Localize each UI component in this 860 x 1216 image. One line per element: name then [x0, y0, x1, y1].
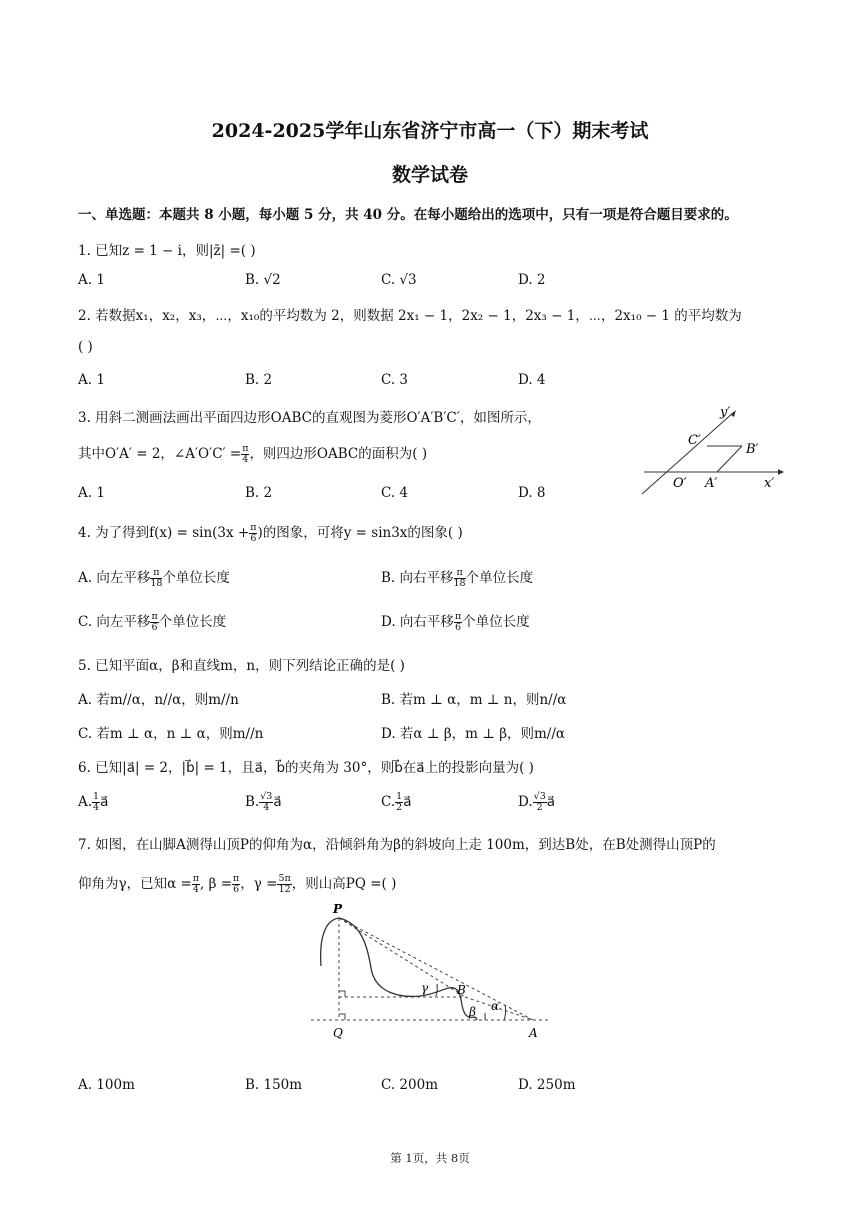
q3-option-a: A. 1: [78, 485, 105, 501]
label-a: A: [529, 1026, 538, 1040]
q5-option-d: D. 若α ⊥ β，m ⊥ β，则m//α: [381, 726, 566, 742]
section-heading: 一、单选题：本题共 8 小题，每小题 5 分，共 40 分。在每小题给出的选项中，只有一项是符合题目要求的。: [78, 207, 738, 223]
q2-option-d: D. 4: [518, 372, 546, 388]
q6-stem: 6. 已知|a⃗| = 2，|b⃗| = 1，且a⃗，b⃗的夹角为 30°，则b⃗在a⃗上的投影向量为( ): [78, 760, 534, 776]
fraction: $\frac{\pi}{4}$: [242, 443, 249, 465]
label-beta: β: [469, 1005, 476, 1019]
q4-option-b: B. 向右平移 $\frac{\pi}{18}$ 个单位长度: [381, 567, 534, 589]
q6-option-c: C. $\frac{1}{2}$ a⃗: [381, 791, 412, 813]
q7-stem-cont: 仰角为γ，已知α = $\frac{\pi}{4}$ , β = $\frac{\pi}{6}$ ，γ = $\frac{5\pi}{12}$ ，则山高PQ =( ): [78, 873, 397, 895]
label-y: y′: [720, 405, 731, 420]
q1-option-a: A. 1: [78, 272, 105, 288]
q5-option-a: A. 若m//α，n//α，则m//n: [78, 692, 239, 708]
q7-figure-mountain: [305, 898, 555, 1043]
q7-option-b: B. 150m: [245, 1077, 303, 1093]
q2-option-b: B. 2: [245, 372, 273, 388]
label-a: A′: [705, 476, 718, 491]
q5-stem: 5. 已知平面α，β和直线m，n，则下列结论正确的是( ): [78, 658, 405, 674]
page-footer: 第 1页，共 8页: [390, 1151, 470, 1165]
q7-option-a: A. 100m: [78, 1077, 135, 1093]
q6-option-a: A. $\frac{1}{4}$ a⃗: [78, 791, 109, 813]
q1-option-d: D. 2: [518, 272, 546, 288]
q4-option-a: A. 向左平移 $\frac{\pi}{18}$ 个单位长度: [78, 567, 230, 589]
q5-option-b: B. 若m ⊥ α，m ⊥ n，则n//α: [381, 692, 567, 708]
q3-figure-rhombus: [638, 402, 788, 500]
q2-option-a: A. 1: [78, 372, 105, 388]
q2-option-c: C. 3: [381, 372, 409, 388]
q5-option-c: C. 若m ⊥ α，n ⊥ α，则m//n: [78, 726, 264, 742]
page-subtitle: 数学试卷: [391, 164, 468, 186]
label-b: B′: [746, 442, 759, 457]
q2-stem: 2. 若数据x₁，x₂，x₃，⋯，x₁₀的平均数为 2，则数据 2x₁ − 1，2x₂ − 1，2x₃ − 1，⋯，2x₁₀ − 1 的平均数为: [78, 308, 742, 324]
page-title: 2024-2025学年山东省济宁市高一（下）期末考试: [211, 120, 649, 142]
label-b: B: [457, 983, 466, 997]
label-p: P: [333, 902, 343, 916]
q2-stem-cont: ( ): [78, 339, 93, 355]
q6-option-d: D. $\frac{√3}{2}$ a⃗: [518, 791, 556, 813]
q3-stem: 3. 用斜二测画法画出平面四边形OABC的直观图为菱形O′A′B′C′，如图所示，: [78, 410, 541, 426]
q4-option-c: C. 向左平移 $\frac{\pi}{6}$ 个单位长度: [78, 611, 227, 633]
label-q: Q: [333, 1026, 343, 1040]
q3-option-b: B. 2: [245, 485, 273, 501]
q7-option-c: C. 200m: [381, 1077, 438, 1093]
q1-stem: 1. 已知z = 1 − i，则|z̄| =( ): [78, 243, 256, 259]
label-o: O′: [673, 476, 687, 491]
q7-option-d: D. 250m: [518, 1077, 576, 1093]
q3-stem-cont: 其中O′A′ = 2，∠A′O′C′ = $\frac{\pi}{4}$ ，则四边形OABC的面积为( ): [78, 443, 428, 465]
q1-option-b: B. √2: [245, 272, 281, 288]
q4-option-d: D. 向右平移 $\frac{\pi}{6}$ 个单位长度: [381, 611, 530, 633]
label-x: x′: [764, 476, 775, 491]
q7-stem: 7. 如图，在山脚A测得山顶P的仰角为α，沿倾斜角为β的斜坡向上走 100m，到达B处，在B处测得山顶P的: [78, 837, 716, 853]
q1-option-c: C. √3: [381, 272, 417, 288]
q3-option-c: C. 4: [381, 485, 409, 501]
fraction: $\frac{\pi}{6}$: [250, 522, 257, 544]
label-alpha: α: [491, 999, 500, 1013]
label-c: C′: [688, 433, 701, 448]
q6-option-b: B. $\frac{√3}{4}$ a⃗: [245, 791, 282, 813]
q4-stem: 4. 为了得到f(x) = sin(3x + $\frac{\pi}{6}$ )的图象，可将y = sin3x的图象( ): [78, 522, 463, 544]
q3-option-d: D. 8: [518, 485, 546, 501]
label-gamma: γ: [421, 981, 429, 995]
